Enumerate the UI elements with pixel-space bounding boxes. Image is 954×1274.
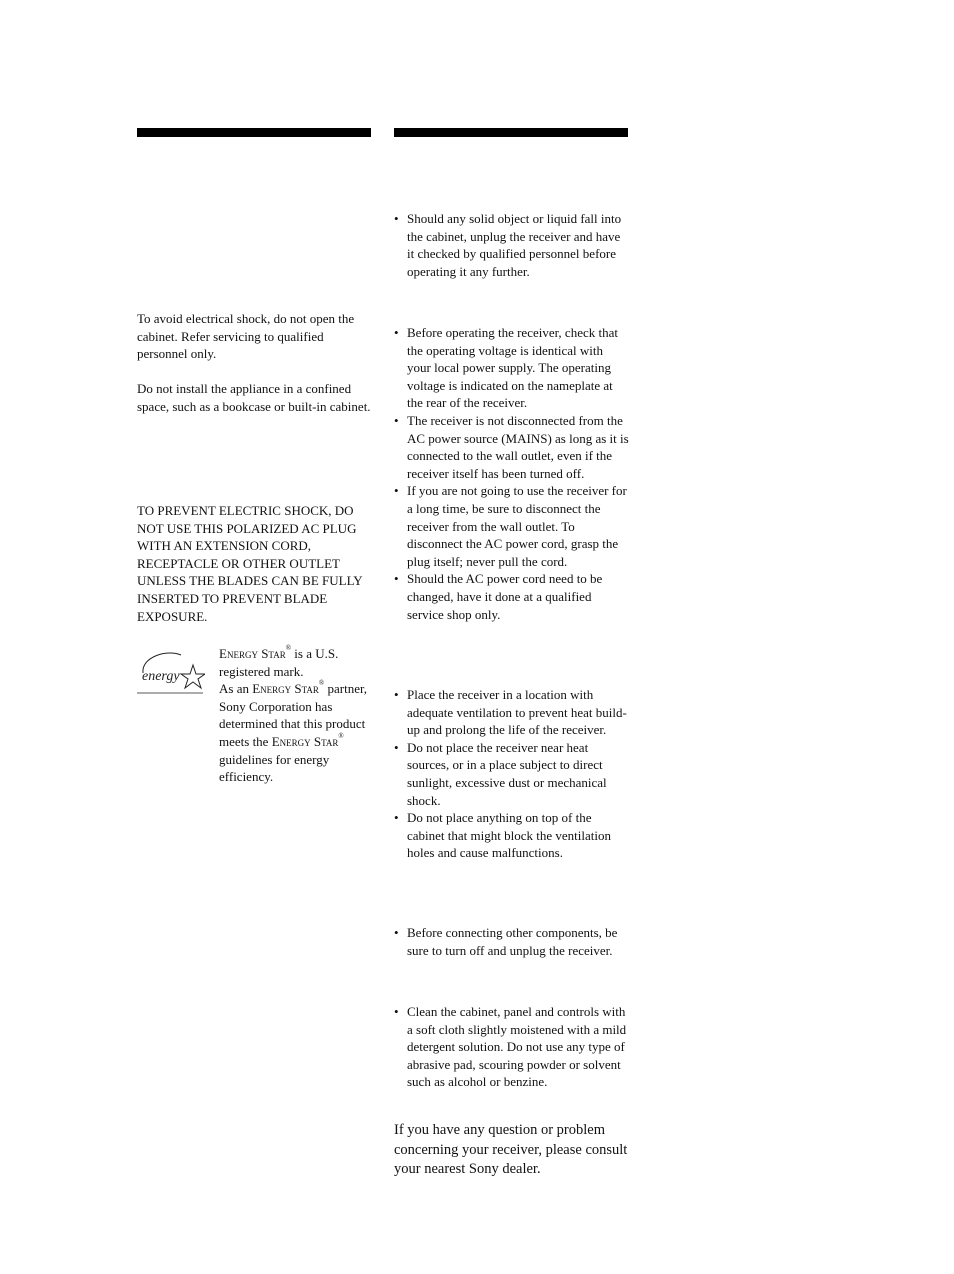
energy-star-brand: Energy Star bbox=[219, 646, 286, 661]
cleaning-list bbox=[394, 1003, 630, 1091]
registered-mark: ® bbox=[318, 679, 325, 688]
list-item: • The receiver is not disconnected from the AC power source (MAINS) as long as it is connected to the wall outlet, even if the receiver itself has been turned off. bbox=[394, 412, 630, 482]
left-header-rule bbox=[137, 128, 371, 137]
power-sources-list bbox=[394, 324, 630, 623]
shock-warning-text: To avoid electrical shock, do not open the cabinet. Refer servicing to qualified personnel only. bbox=[137, 311, 355, 362]
list-item: • Place the receiver in a location with adequate ventilation to prevent heat build-up and prolong the life of the receiver. bbox=[394, 686, 630, 739]
list-item: • Should any solid object or liquid fall into the cabinet, unplug the receiver and have it checked by qualified personnel before operating it any further. bbox=[394, 210, 630, 280]
install-warning-text: Do not install the appliance in a confined space, such as a bookcase or built-in cabinet. bbox=[137, 381, 371, 414]
list-item: • Should the AC power cord need to be changed, have it done at a qualified service shop only. bbox=[394, 570, 630, 623]
safety-list bbox=[394, 210, 630, 280]
list-item: • Clean the cabinet, panel and controls with a soft cloth slightly moistened with a mild detergent solution. Do not use any type of abrasive pad, scouring powder or solvent such as alcohol or benzine. bbox=[394, 1003, 630, 1091]
svg-text:energy: energy bbox=[142, 669, 180, 684]
polarized-plug-warning: TO PREVENT ELECTRIC SHOCK, DO NOT USE THIS POLARIZED AC PLUG WITH AN EXTENSION CORD, RECEPTACLE OR OTHER OUTLET UNLESS THE BLADES CAN BE FULLY INSERTED TO PREVENT BLADE EXPOSURE. bbox=[137, 503, 363, 624]
energy-star-statement: Energy Star® is a U.S. registered mark. As an Energy Star® partner, Sony Corporation has determined that this product meets the Energy Star® guidelines for energy efficiency. bbox=[219, 644, 368, 785]
registered-mark: ® bbox=[285, 644, 292, 652]
list-item: • If you are not going to use the receiver for a long time, be sure to disconnect the receiver from the wall outlet. To disconnect the AC power cord, grasp the plug itself; never pull the cord. bbox=[394, 482, 630, 570]
list-item: • Do not place the receiver near heat sources, or in a place subject to direct sunlight, excessive dust or mechanical shock. bbox=[394, 739, 630, 809]
right-header-rule bbox=[394, 128, 628, 137]
energy-star-brand: Energy Star bbox=[271, 733, 339, 749]
list-item: • Do not place anything on top of the cabinet that might block the ventilation holes and cause malfunctions. bbox=[394, 809, 630, 862]
registered-mark: ® bbox=[338, 731, 344, 740]
placement-list bbox=[394, 686, 630, 862]
list-item: • Before connecting other components, be sure to turn off and unplug the receiver. bbox=[394, 924, 630, 959]
operation-list bbox=[394, 924, 630, 959]
list-item: • Before operating the receiver, check that the operating voltage is identical with your local power supply. The operating voltage is indicated on the nameplate at the rear of the receiver. bbox=[394, 324, 630, 412]
energy-star-brand: Energy Star bbox=[252, 681, 319, 697]
energy-star-logo-icon bbox=[137, 647, 205, 695]
closing-note: If you have any question or problem concerning your receiver, please consult your nearest Sony dealer. bbox=[394, 1122, 628, 1177]
